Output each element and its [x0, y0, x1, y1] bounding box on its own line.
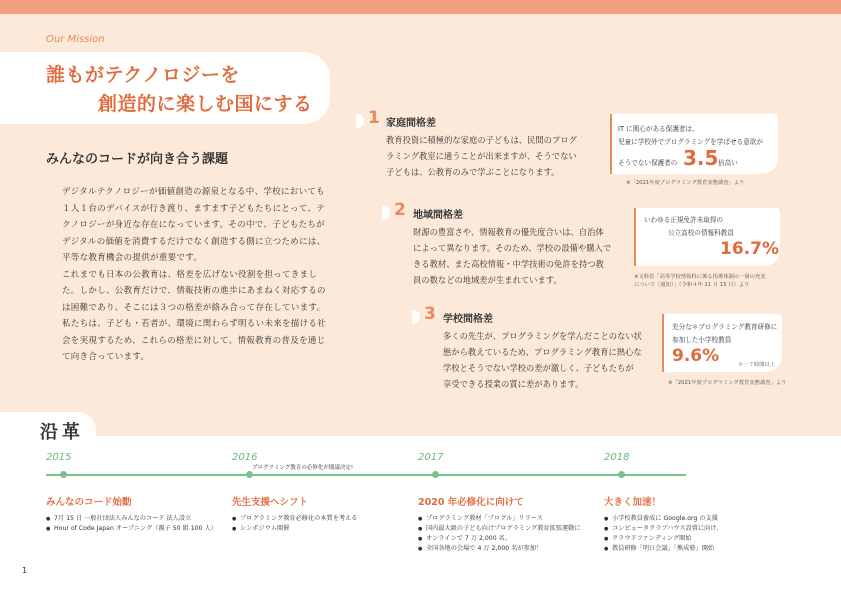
- list-item: ● シンポジウム開催: [232, 524, 357, 534]
- intro-paragraph: デジタルテクノロジーが価値創造の源泉となる中、学校においても１人１台のデバイスが行き渡り、ますます子どもたちにとって、テクノロジーが身近な存在になっています。その中で、子どもたちがデジタルの価値を消費するだけでなく創造する側に立つためには、平等な教育機会の提供が重要です。: [62, 187, 326, 263]
- milestone-title: 大きく加速！: [604, 497, 662, 508]
- gap-description: [443, 328, 642, 392]
- gap-number: 1: [368, 108, 380, 128]
- stat-value: 3.5: [683, 146, 719, 170]
- card-text: いわゆる正規免許未取得の: [644, 216, 724, 224]
- gap-marker: [382, 206, 390, 220]
- milestone-tag: プログラミング教育の必修化が閣議決定!: [252, 465, 354, 471]
- timeline-year: 2016: [232, 452, 258, 463]
- gap-line: によって異なります。そのため、学校の設備や購入で: [413, 243, 612, 253]
- gap-number: 2: [394, 200, 406, 220]
- gap-line: 員の数などの地域差が生まれています。: [413, 275, 562, 285]
- list-item: ● プログラミング教育必修化の本質を考える: [232, 514, 357, 524]
- gap-marker: [412, 310, 420, 324]
- stat-value: 16.7%: [720, 239, 779, 259]
- timeline-year: 2015: [46, 452, 72, 463]
- card-text: IT に関心がある保護者は、: [618, 125, 699, 133]
- card-accent-bar: [634, 208, 636, 266]
- timeline-dot: [432, 471, 439, 478]
- gap-description: [386, 132, 577, 180]
- card-text: 参加した小学校教員: [672, 336, 732, 344]
- gap-line: 態から教えているため、プログラミング教育に熱心な: [443, 347, 642, 357]
- gap-title: 地域間格差: [413, 210, 463, 221]
- list-item: ● オンラインで 7 万 2,000 名、: [418, 534, 581, 544]
- list-item: ● 教員研修「明日会議」「熊成塾」開始: [604, 544, 722, 554]
- page-title-line-2: 創造的に楽しむ国にする: [98, 93, 313, 115]
- gap-marker: [356, 114, 364, 128]
- section-label: Our Mission: [46, 34, 105, 45]
- intro-paragraph: 私たちは、子ども・若者が、環境に関わらず明るい未来を描ける社会を実現するため、これらの格差に対して、情報教育の普及を通じて向き合っています。: [62, 319, 327, 362]
- issues-heading: みんなのコードが向き合う課題: [46, 152, 229, 167]
- list-item: ● 小学校教員養成に Google.org の支援: [604, 514, 722, 524]
- history-title: 沿革: [40, 422, 84, 443]
- stat-aside: ＊一７時間以上: [738, 362, 776, 368]
- intro-paragraph: これまでも日本の公教育は、格差を広げない役割を担ってきました。しかし、公教育だけで、情報技術の進歩にあまねく対応するのは困難であり、そこには３つの格差が絡み合って存在しています。: [62, 269, 326, 313]
- page-title-line-1: 誰もがテクノロジーを: [46, 64, 240, 86]
- source-note: について（通知）」（令和４年 11 月 15 日）より: [634, 282, 750, 288]
- intro-text: [62, 184, 330, 366]
- card-text: 公立高校の情報科教員: [668, 229, 734, 237]
- gap-line: 多くの先生が、プログラミングを学んだことのない状: [443, 331, 642, 341]
- event-list: [46, 514, 217, 534]
- gap-line: 教育投資に積極的な家庭の子どもは、民間のプログ: [386, 135, 577, 145]
- list-item: ● Hour of Code Japan オープニング（親子 50 組 100 人）: [46, 524, 217, 534]
- source-note: ※文科省「高等学校情報科に係る指導体制の一層の充実: [634, 274, 766, 280]
- timeline-dot: [60, 471, 67, 478]
- timeline-line: [46, 474, 686, 476]
- timeline-year: 2018: [604, 452, 630, 463]
- source-note: ※「2021年度プログラミング教育実態調査」より: [626, 180, 745, 186]
- gap-line: 財源の豊富さや、情報教育の優先度合いは、自治体: [413, 227, 604, 237]
- stat-suffix: 倍高い: [718, 159, 738, 167]
- event-list: [604, 514, 722, 554]
- milestone-title: 2020 年必修化に向けて: [418, 497, 524, 508]
- list-item: ● 7月 15 日 一般社団法人みんなのコード 法人設立: [46, 514, 217, 524]
- gap-title: 家庭間格差: [386, 118, 436, 129]
- gap-line: きる教材、また高校情報・中学技術の免許を持つ教: [413, 259, 604, 269]
- list-item: ● クラウドファンディング開始: [604, 534, 722, 544]
- gap-line: ラミング教室に通うことが出来ますが、そうでない: [386, 151, 577, 161]
- list-item: ● 国内最大級の子ども向けプログラミング教育拡張運動に: [418, 524, 581, 534]
- card-text: 充分な＊プログラミング教育研修に: [672, 323, 778, 331]
- gap-description: [413, 224, 611, 288]
- gap-line: 享受できる授業の質に差があります。: [443, 379, 584, 389]
- card-text: そうでない保護者の: [618, 159, 678, 167]
- gap-number: 3: [424, 304, 436, 324]
- card-text: 児童に学校外でプログラミングを学ばせる意欲が: [618, 138, 763, 146]
- list-item: ● コンピュータクラブハウス設置に向け、: [604, 524, 722, 534]
- gap-line: 学校とそうでない学校の差が激しく、子どもたちが: [443, 363, 634, 373]
- page-number: 1: [22, 566, 28, 575]
- event-list: [232, 514, 357, 534]
- list-item: ● 全国各地の会場で 4 万 2,000 名が参加！: [418, 544, 581, 554]
- card-accent-bar: [662, 314, 664, 372]
- list-item: ● プログラミング教材「プログル」リリース: [418, 514, 581, 524]
- card-accent-bar: [610, 114, 612, 174]
- source-note: ※「2021年度プログラミング教育実態調査」より: [668, 380, 787, 386]
- gap-title: 学校間格差: [443, 314, 493, 325]
- stat-value: 9.6%: [672, 346, 720, 366]
- timeline-year: 2017: [418, 452, 444, 463]
- timeline-dot: [246, 471, 253, 478]
- gap-line: 子どもは、公教育のみで学ぶことになります。: [386, 167, 560, 177]
- timeline-dot: [618, 471, 625, 478]
- top-accent-bar: [0, 0, 841, 14]
- milestone-title: みんなのコード始動: [46, 497, 132, 508]
- event-list: [418, 514, 581, 554]
- milestone-title: 先生支援へシフト: [232, 497, 309, 508]
